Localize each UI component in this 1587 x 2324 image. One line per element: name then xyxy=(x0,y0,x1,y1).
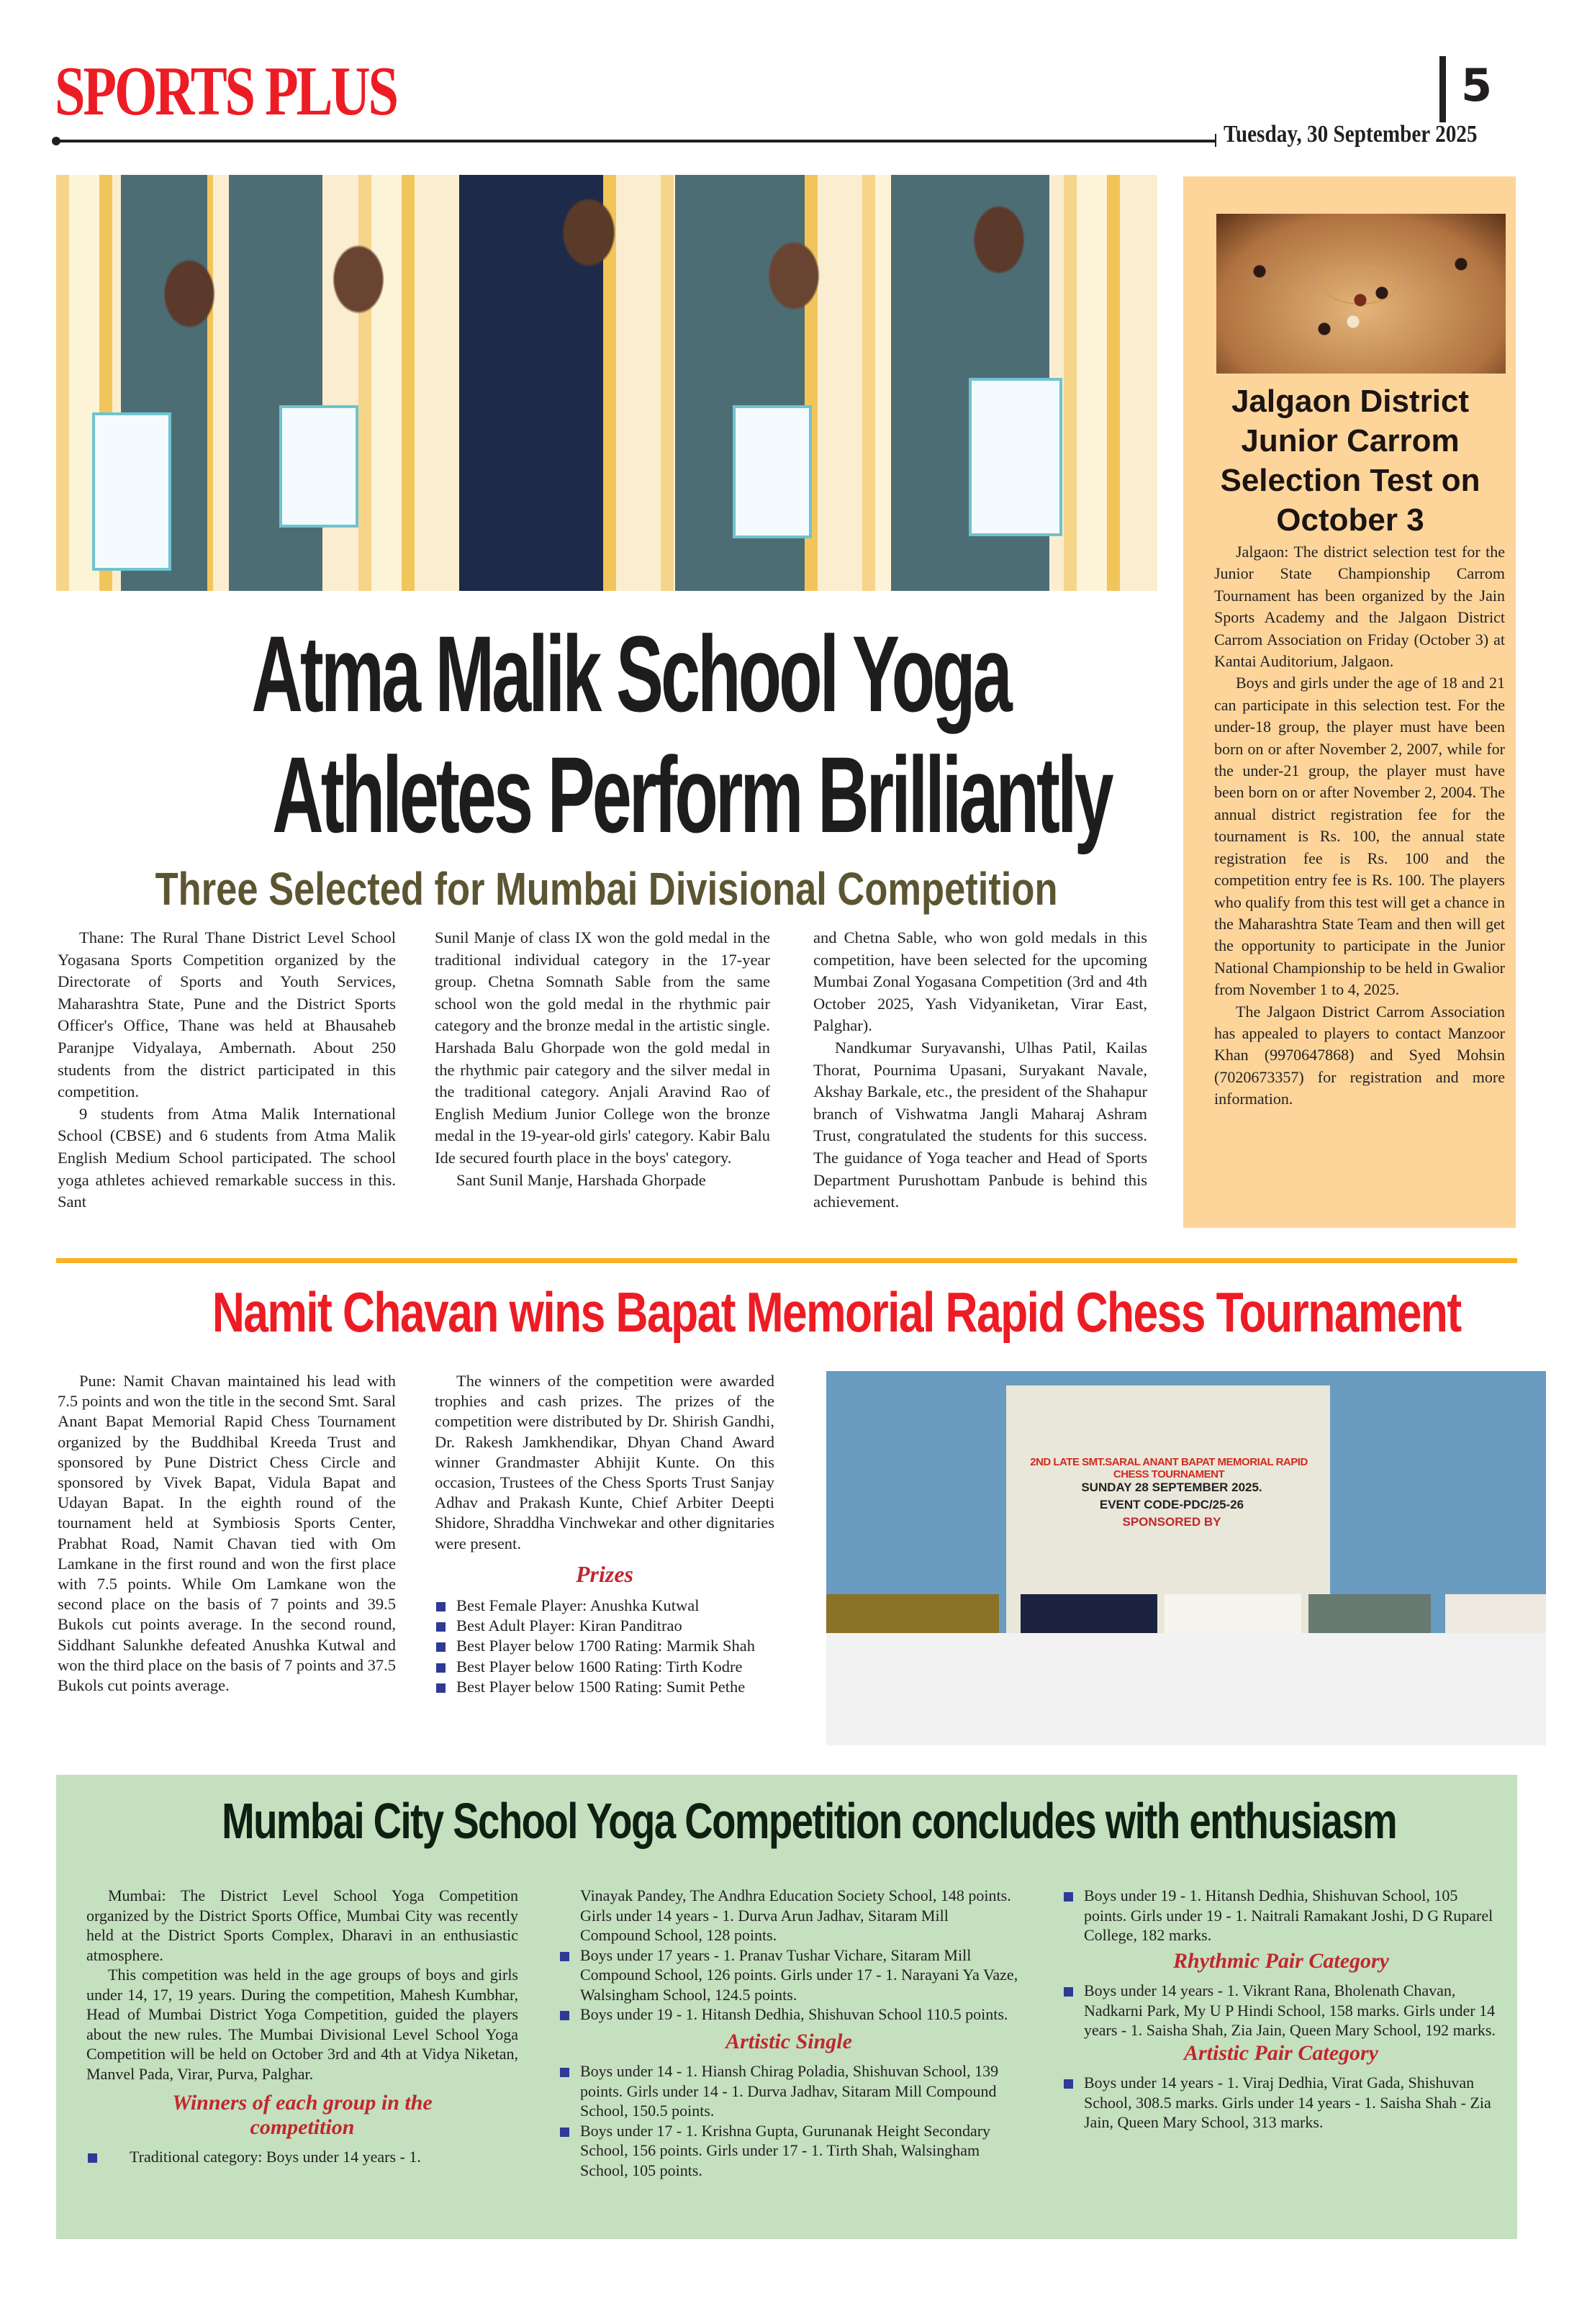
rhythmic-pair-heading: Rhythmic Pair Category xyxy=(1173,1948,1389,1973)
winner-item: Boys under 19 - 1. Hitansh Dedhia, Shishuvan School, 105 points. Girls under 19 - 1. Naitrali Ramakant Joshi, D G Ruparel College, 182 marks. xyxy=(1062,1886,1500,1945)
paragraph: and Chetna Sable, who won gold medals in this competition, have been selected for the upcoming Mumbai Zonal Yogasana Competition (3rd and 4th October 2025, Yash Vidyaniketan, Virar East, Palghar). xyxy=(813,928,1147,1035)
yoga-column-3 xyxy=(813,927,1147,1213)
yoga-subheadline: Three Selected for Mumbai Divisional Competition xyxy=(155,863,1058,915)
mumbai-column-2 xyxy=(559,1886,1019,2180)
chess-column-2 xyxy=(435,1371,774,1697)
bullet-square-icon xyxy=(560,2128,569,2137)
mumbai-headline: Mumbai City School Yoga Competition concludes with enthusiasm xyxy=(222,1793,1397,1849)
winner-item: Traditional category: Boys under 14 years - 1. xyxy=(86,2147,518,2167)
prizes-heading: Prizes xyxy=(576,1560,633,1587)
prizes-list xyxy=(435,1596,774,1697)
carrom-board-photo xyxy=(1216,214,1506,374)
artistic-single-heading: Artistic Single xyxy=(725,2029,852,2053)
section-divider xyxy=(56,1258,1517,1263)
paragraph: Nandkumar Suryavanshi, Ulhas Patil, Kailas Thorat, Pournima Upasani, Suryakant Navale, Akshay Barkale, etc., the president of the Shahapur branch of Vishwatma Jangli Maharaj Ashram Trust, congratulated the students for this success. The guidance of Yoga teacher and Head of Sports Department Purushottam Panbude is behind this achievement. xyxy=(813,1038,1147,1211)
rhythmic-pair-list xyxy=(1062,1981,1500,2040)
bullet-square-icon xyxy=(436,1602,446,1611)
winner-item: Boys under 14 years - 1. Vikrant Rana, Bholenath Chavan, Nadkarni Park, My U P Hindi School, 158 marks. Girls under 14 years - 1. Saisha Shah, Zia Jain, Queen Mary School, 192 marks. xyxy=(1062,1981,1500,2040)
certificate xyxy=(969,378,1062,536)
bullet-square-icon xyxy=(436,1642,446,1652)
paragraph: The Jalgaon District Carrom Association has appealed to players to contact Manzoor Khan (9970647868) and Syed Mohsin (7020673357) for registration and more information. xyxy=(1214,1002,1505,1108)
bullet-square-icon xyxy=(560,1952,569,1961)
prize-item: Best Female Player: Anushka Kutwal xyxy=(435,1596,774,1616)
artistic-single-list xyxy=(559,2061,1019,2180)
bullet-square-icon xyxy=(436,1663,446,1673)
paragraph: Boys and girls under the age of 18 and 21 can participate in this selection test. For the under-18 group, the player must have been born on or after November 2, 2007, while for the under-21 group, the player must have been born on or after November 2, 2004. The annual district registration fee for the tournament is Rs. 100, the annual state registration fee is Rs. 100 and the competition entry fee is Rs. 100. The players who qualify from this test will get a chance in the Maharashtra State Team and then will get the opportunity to participate in the Junior National Championship to be held in Gwalior from November 1 to 4, 2025. xyxy=(1214,674,1505,999)
winners-heading: Winners of each group in the competition xyxy=(172,2091,433,2139)
prize-item: Best Adult Player: Kiran Panditrao xyxy=(435,1616,774,1636)
paragraph: Jalgaon: The district selection test for the Junior State Championship Carrom Tournament has been organized by the Jain Sports Academy and the Jalgaon District Carrom Association on Friday (October 3) at Kantai Auditorium, Jalgaon. xyxy=(1214,543,1505,671)
paragraph: Mumbai: The District Level School Yoga Competition organized by the District Sports Office, Mumbai City was recently held at the District Sports Complex, Dharavi in an enthusiastic atmosphere. xyxy=(86,1886,518,1964)
banner-details: SUNDAY 28 SEPTEMBER 2025. EVENT CODE-PDC/25-26 SPONSORED BY xyxy=(1081,1480,1262,1529)
yoga-headline-line1: Atma Malik School Yoga xyxy=(251,613,1010,734)
carrom-headline: Jalgaon District Junior Carrom Selection Test on October 3 xyxy=(1220,384,1480,538)
prize-item: Best Player below 1700 Rating: Marmik Shah xyxy=(435,1636,774,1656)
paragraph: Thane: The Rural Thane District Level School Yogasana Sports Competition organized by the Directorate of Sports and Youth Services, Maharashtra State, Pune and the District Sports Officer's Office, Thane was held at Bhausaheb Paranjpe Vidyalaya, Ambernath. About 250 students from the district participated in this competition. xyxy=(58,928,396,1101)
winner-item: Boys under 17 years - 1. Pranav Tushar Vichare, Sitaram Mill Compound School, 126 points. Girls under 17 - 1. Narayani Ya Vaze, Walsingham School, 124.5 points. xyxy=(559,1945,1019,2005)
artistic-pair-list xyxy=(1062,2073,1500,2133)
mumbai-column-3 xyxy=(1062,1886,1500,2133)
yoga-headline-line2: Athletes Perform Brilliantly xyxy=(272,734,1111,855)
carrom-body xyxy=(1214,541,1505,1111)
page-number: 5 xyxy=(1461,59,1493,112)
winner-item: Boys under 17 - 1. Krishna Gupta, Gurunanak Height Secondary School, 156 points. Girls under 17 - 1. Tirth Shah, Walsingham School, 105 points. xyxy=(559,2121,1019,2181)
bullet-square-icon xyxy=(1064,1892,1073,1902)
bullet-square-icon xyxy=(88,2153,97,2163)
winner-item: Boys under 19 - 1. Hitansh Dedhia, Shishuvan School 110.5 points. xyxy=(559,2004,1019,2025)
yoga-column-1 xyxy=(58,927,396,1213)
paragraph: This competition was held in the age groups of boys and girls under 14, 17, 19 years. During the competition, Mahesh Kumbhar, Head of Mumbai District Yoga Competition, guided the players about the new rules. The Mumbai Divisional Level School Yoga Competition will be held on October 3rd and 4th at Vidya Niketan, Manvel Pada, Virar, Purva, Palghar. xyxy=(86,1966,518,2083)
artistic-pair-heading: Artistic Pair Category xyxy=(1184,2040,1378,2065)
certificate xyxy=(279,405,358,528)
prize-item: Best Player below 1500 Rating: Sumit Pethe xyxy=(435,1677,774,1697)
bullet-square-icon xyxy=(560,2011,569,2020)
prize-item: Best Player below 1600 Rating: Tirth Kodre xyxy=(435,1657,774,1677)
yoga-headline xyxy=(56,613,1157,855)
winner-item: Boys under 14 - 1. Hiansh Chirag Poladia, Shishuvan School, 139 points. Girls under 14 - 1. Durva Jadhav, Sitaram Mill Compound School, 150.5 points. xyxy=(559,2061,1019,2121)
certificate xyxy=(733,405,812,538)
bullet-square-icon xyxy=(560,2068,569,2077)
winner-item: Boys under 14 years - 1. Viraj Dedhia, Virat Gada, Shishuvan School, 308.5 marks. Girls under 14 years - 1. Saisha Shah - Zia Jain, Queen Mary School, 313 marks. xyxy=(1062,2073,1500,2133)
chess-headline: Namit Chavan wins Bapat Memorial Rapid Chess Tournament xyxy=(212,1280,1461,1344)
yoga-column-2 xyxy=(435,927,770,1191)
paragraph: The winners of the competition were awarded trophies and cash prizes. The prizes of the competition were distributed by Dr. Shirish Gandhi, Dr. Rakesh Jamkhendikar, Dhyan Chand Award winner Grandmaster Abhijit Kunte. On this occasion, Trustees of the Chess Sports Trust Sanjay Adhav and Prakash Kunte, Chief Arbiter Deepti Shidore, Shraddha Vinchwekar and other dignitaries were present. xyxy=(435,1372,774,1552)
bullet-square-icon xyxy=(1064,2079,1073,2089)
banner-title: 2ND LATE SMT.SARAL ANANT BAPAT MEMORIAL RAPID CHESS TOURNAMENT xyxy=(1030,1456,1308,1480)
bullet-square-icon xyxy=(436,1622,446,1632)
paragraph: Pune: Namit Chavan maintained his lead with 7.5 points and won the title in the second Smt. Saral Anant Bapat Memorial Rapid Chess Tournament organized by the Buddhibal Kreeda Trust and sponsored by Pune District Chess Circle and sponsored by Vivek Bapat, Vidula Bapat and Udayan Bapat. In the eighth round of the tournament held at Symbiosis Sports Center, Prabhat Road, Namit Chavan tied with Om Lamkane in the first round and won the first place with 7.5 points. While Om Lamkane won the second place on the basis of 7 points and 39.5 Bukols cut points average. In the second round, Siddhant Salunkhe defeated Anushka Kutwal and won the third place on the basis of 7 points and 37.5 Bukols cut points average. xyxy=(58,1372,396,1695)
traditional-list-continued xyxy=(559,1886,1019,2025)
winner-item: Vinayak Pandey, The Andhra Education Society School, 148 points. Girls under 14 years - 1. Durva Arun Jadhav, Sitaram Mill Compound School, 128 points. xyxy=(580,1886,1011,1944)
dateline: Tuesday, 30 September 2025 xyxy=(1224,121,1478,148)
chess-column-1 xyxy=(58,1371,396,1696)
masthead-rule xyxy=(55,140,1215,143)
mumbai-column-1 xyxy=(86,1886,518,2167)
certificate xyxy=(92,412,171,571)
bullet-square-icon xyxy=(1064,1987,1073,1997)
artistic-single-list-continued xyxy=(1062,1886,1500,1945)
traditional-list xyxy=(86,2147,518,2167)
chess-prize-photo xyxy=(826,1371,1546,1745)
page-number-bar xyxy=(1439,56,1446,122)
paragraph: 9 students from Atma Malik International School (CBSE) and 6 students from Atma Malik English Medium School participated. The school yoga athletes achieved remarkable success in this. Sant xyxy=(58,1104,396,1211)
yoga-athletes-photo xyxy=(56,175,1157,591)
rule-tick xyxy=(1215,134,1216,147)
bullet-square-icon xyxy=(436,1683,446,1693)
paragraph: Sant Sunil Manje, Harshada Ghorpade xyxy=(456,1170,706,1189)
paragraph: Sunil Manje of class IX won the gold medal in the traditional individual category in the 17-year group. Chetna Somnath Sable from the same school won the gold medal in the rhythmic pair category and the bronze medal in the artistic single. Harshada Balu Ghorpade won the gold medal in the rhythmic pair category and the silver medal in the traditional category. Anjali Aravind Rao of English Medium Junior College won the bronze medal in the 19-year-old girls' category. Kabir Balu Ide secured fourth place in the boys' category. xyxy=(435,928,770,1167)
section-masthead-title: SPORTS PLUS xyxy=(55,53,397,130)
